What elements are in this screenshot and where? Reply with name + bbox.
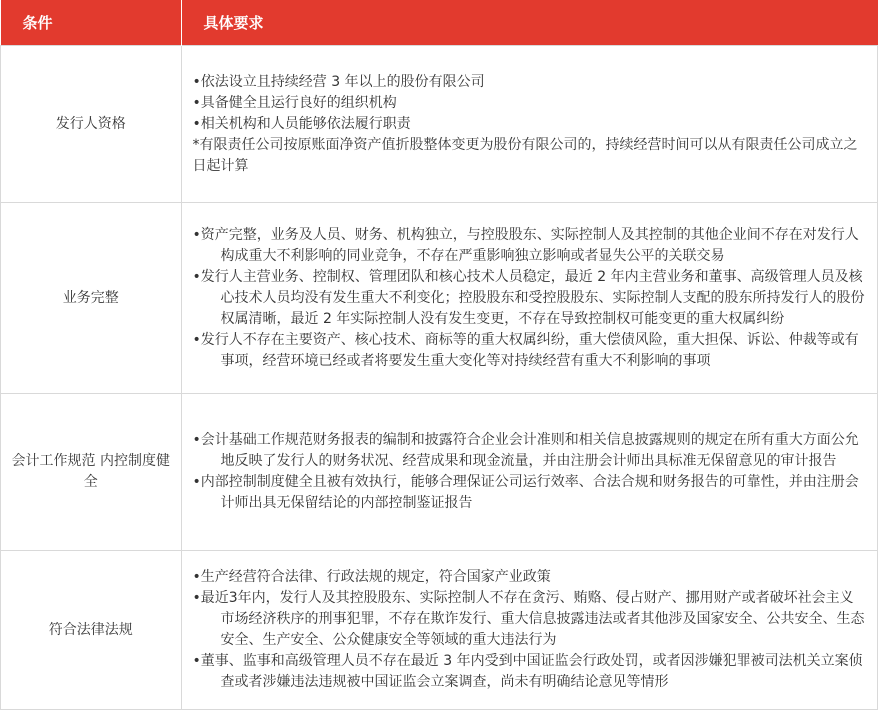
requirement-item: •董事、监事和高级管理人员不存在最近 3 年内受到中国证监会行政处罚，或者因涉嫌犯罪被司法机关立案侦查或者涉嫌违法违规被中国证监会立案调查，尚未有明确结论意见等情形 bbox=[192, 653, 863, 690]
requirement-cell bbox=[181, 203, 878, 394]
requirement-item: •具备健全且运行良好的组织机构 bbox=[192, 94, 397, 111]
table-row bbox=[1, 551, 878, 710]
header-requirements: 具体要求 bbox=[181, 0, 878, 46]
table-row bbox=[1, 394, 878, 551]
requirement-note: *有限责任公司按原账面净资产值折股整体变更为股份有限公司的，持续经营时间可以从有限责任公司成立之日起计算 bbox=[192, 136, 858, 174]
requirement-cell bbox=[181, 46, 878, 203]
table-header-row bbox=[1, 0, 878, 46]
requirement-item: •发行人主营业务、控制权、管理团队和核心技术人员稳定，最近 2 年内主营业务和董事、高级管理人员及核心技术人员均没有发生重大不利变化；控股股东和受控股股东、实际控制人支配的股东所持发行人的股份权属清晰，最近 2 年实际控制人没有发生变更，不存在导致控制权可能变更的重大权属纠纷 bbox=[192, 268, 865, 327]
table-row bbox=[1, 203, 878, 394]
requirement-item: •资产完整，业务及人员、财务、机构独立，与控股股东、实际控制人及其控制的其他企业间不存在对发行人构成重大不利影响的同业竞争，不存在严重影响独立影响或者显失公平的关联交易 bbox=[192, 226, 859, 264]
requirement-item: •依法设立且持续经营 3 年以上的股份有限公司 bbox=[192, 73, 485, 90]
condition-cell: 符合法律法规 bbox=[1, 551, 182, 710]
condition-cell: 会计工作规范 内控制度健全 bbox=[1, 394, 182, 551]
requirement-item: •生产经营符合法律、行政法规的规定，符合国家产业政策 bbox=[192, 569, 551, 585]
table-row bbox=[1, 46, 878, 203]
requirement-item: •相关机构和人员能够依法履行职责 bbox=[192, 115, 411, 132]
condition-cell: 业务完整 bbox=[1, 203, 182, 394]
requirement-item: •会计基础工作规范财务报表的编制和披露符合企业会计准则和相关信息披露规则的规定在所有重大方面公允地反映了发行人的财务状况、经营成果和现金流量，并由注册会计师出具标准无保留意见的审计报告 bbox=[192, 432, 859, 469]
requirement-cell bbox=[181, 394, 878, 551]
condition-cell: 发行人资格 bbox=[1, 46, 182, 203]
requirement-item: •发行人不存在主要资产、核心技术、商标等的重大权属纠纷，重大偿债风险，重大担保、诉讼、仲裁等或有事项，经营环境已经或者将要发生重大变化等对持续经营有重大不利影响的事项 bbox=[192, 331, 859, 369]
requirement-item: •最近3年内，发行人及其控股股东、实际控制人不存在贪污、贿赂、侵占财产、挪用财产或者破坏社会主义市场经济秩序的刑事犯罪，不存在欺诈发行、重大信息披露违法或者其他涉及国家安全、公共安全、生态安全、生产安全、公众健康安全等领域的重大违法行为 bbox=[192, 590, 865, 648]
header-condition: 条件 bbox=[1, 0, 182, 46]
requirement-cell bbox=[181, 551, 878, 710]
requirement-item: •内部控制制度健全且被有效执行，能够合理保证公司运行效率、合法合规和财务报告的可靠性，并由注册会计师出具无保留结论的内部控制鉴证报告 bbox=[192, 474, 859, 511]
